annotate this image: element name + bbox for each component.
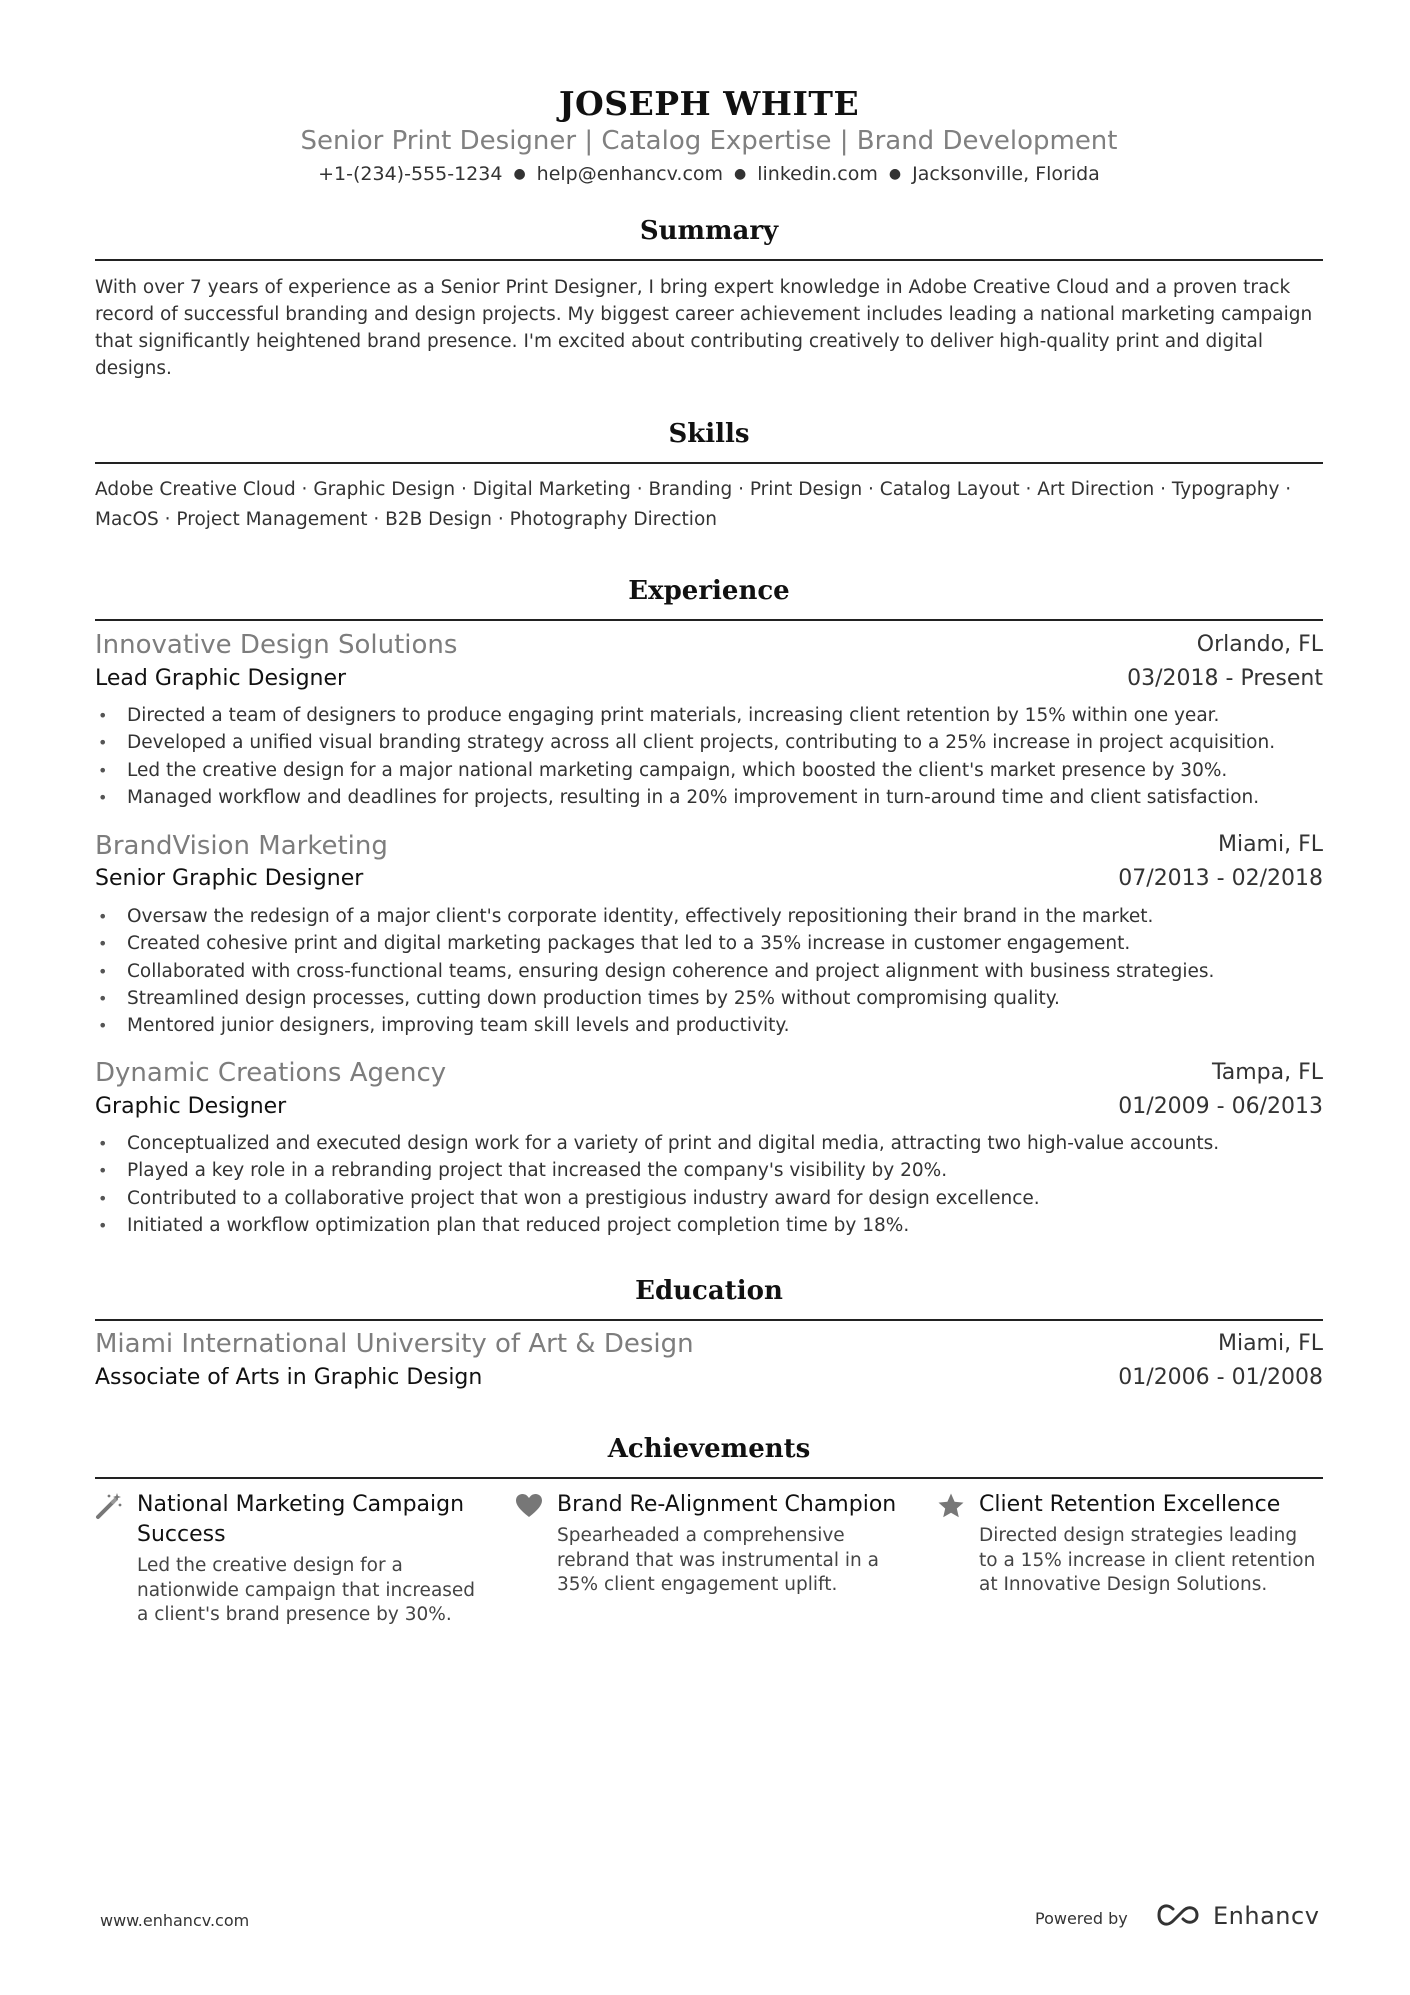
achievements-heading: Achievements (607, 1434, 811, 1464)
skills-line: Adobe Creative Cloud · Graphic Design · Digital Marketing · Branding · Print Design · Catalog Layout · Art Direction · Typography · (95, 479, 1292, 500)
section-divider (95, 259, 1323, 261)
job-company: BrandVision Marketing (95, 831, 388, 861)
section-divider (95, 462, 1323, 464)
job-role: Graphic Designer (95, 1094, 287, 1119)
magic-wand-icon (95, 1492, 123, 1520)
footer-brand-name[interactable]: Enhancv (1213, 1902, 1320, 1930)
job-bullets (95, 1130, 1323, 1239)
education-degree: Associate of Arts in Graphic Design (95, 1365, 483, 1390)
job-bullet: • Oversaw the redesign of a major client's corporate identity, effectively repositioning their brand in the market. (95, 903, 1323, 930)
job-bullets (95, 702, 1323, 811)
job-bullet: • Collaborated with cross-functional teams, ensuring design coherence and project alignment with business strategies. (95, 958, 1323, 985)
achievement-title: National Marketing Campaign Success (137, 1492, 465, 1547)
education-dates: 01/2006 - 01/2008 (1118, 1365, 1323, 1390)
contact-location: Jacksonville, Florida (912, 163, 1100, 185)
star-icon (937, 1492, 965, 1520)
job-bullet: • Mentored junior designers, improving team skill levels and productivity. (95, 1012, 1323, 1039)
contact-line (95, 163, 1323, 185)
education-location: Miami, FL (1217, 1331, 1323, 1356)
education-school: Miami International University of Art & Design (95, 1329, 694, 1359)
job-dates: 01/2009 - 06/2013 (1118, 1094, 1323, 1119)
job-dates: 03/2018 - Present (1127, 666, 1323, 691)
job-bullets (95, 903, 1323, 1039)
job-bullet: • Played a key role in a rebranding project that increased the company's visibility by 20%. (95, 1157, 1323, 1184)
achievement-title: Brand Re-Alignment Champion (557, 1492, 897, 1517)
separator-dot: ● (734, 166, 747, 182)
experience-heading: Experience (628, 576, 790, 606)
summary-text: With over 7 years of experience as a Senior Print Designer, I bring expert knowledge in Adobe Creative Cloud and a proven track record of successful branding and design projects. My biggest career achievement includes leading a national marketing campaign that significantly heightened brand presence. I'm excited about contributing creatively to deliver high-quality print and digital designs. (95, 277, 1313, 379)
section-divider (95, 619, 1323, 621)
job-bullet: • Created cohesive print and digital marketing packages that led to a 35% increase in customer engagement. (95, 930, 1323, 957)
section-divider (95, 1477, 1323, 1479)
separator-dot: ● (888, 166, 902, 182)
job-bullet: • Streamlined design processes, cutting down production times by 25% without compromising quality. (95, 985, 1323, 1012)
job-bullet: • Contributed to a collaborative project that won a prestigious industry award for design excellence. (95, 1185, 1323, 1212)
job-location: Tampa, FL (1211, 1060, 1323, 1085)
achievement-description: Led the creative design for a nationwide campaign that increased a client's brand presence by 30%. (137, 1555, 476, 1625)
achievement-description: Directed design strategies leading to a 15% increase in client retention at Innovative Design Solutions. (979, 1525, 1316, 1595)
contact-email[interactable]: help@enhancv.com (536, 163, 724, 185)
section-divider (95, 1319, 1323, 1321)
job-bullet: • Initiated a workflow optimization plan that reduced project completion time by 18%. (95, 1212, 1323, 1239)
job-bullet: • Conceptualized and executed design work for a variety of print and digital media, attracting two high-value accounts. (95, 1130, 1323, 1157)
job-bullet: • Developed a unified visual branding strategy across all client projects, contributing to a 25% increase in project acquisition. (95, 729, 1323, 756)
skills-heading: Skills (668, 419, 750, 449)
job-bullet: • Directed a team of designers to produce engaging print materials, increasing client retention by 15% within one year. (95, 702, 1323, 729)
skills-line: MacOS · Project Management · B2B Design · Photography Direction (95, 509, 717, 530)
achievement-description: Spearheaded a comprehensive rebrand that was instrumental in a 35% client engagement uplift. (557, 1525, 879, 1595)
job-location: Orlando, FL (1196, 632, 1323, 657)
job-location: Miami, FL (1217, 832, 1323, 857)
job-dates: 07/2013 - 02/2018 (1118, 866, 1323, 891)
job-bullet: • Managed workflow and deadlines for projects, resulting in a 20% improvement in turn-around time and client satisfaction. (95, 784, 1323, 811)
resume-page (95, 0, 1323, 1995)
job-company: Dynamic Creations Agency (95, 1058, 447, 1088)
skills-list (95, 475, 1323, 535)
achievement-title: Client Retention Excellence (979, 1492, 1281, 1517)
summary-heading: Summary (639, 216, 779, 246)
job-role: Lead Graphic Designer (95, 666, 347, 691)
contact-linkedin[interactable]: linkedin.com (757, 163, 878, 185)
footer-powered-by: Powered by (1035, 1909, 1128, 1928)
education-heading: Education (635, 1276, 783, 1306)
footer-website-link[interactable]: www.enhancv.com (100, 1911, 250, 1930)
job-company: Innovative Design Solutions (95, 630, 458, 660)
candidate-name: JOSEPH WHITE (558, 84, 860, 123)
contact-phone: +1-(234)-555-1234 (318, 163, 503, 185)
heart-icon (515, 1492, 543, 1520)
separator-dot: ● (513, 166, 526, 182)
job-bullet: • Led the creative design for a major national marketing campaign, which boosted the client's market presence by 30%. (95, 757, 1323, 784)
job-role: Senior Graphic Designer (95, 866, 364, 891)
candidate-tagline: Senior Print Designer | Catalog Expertise | Brand Development (300, 126, 1118, 156)
